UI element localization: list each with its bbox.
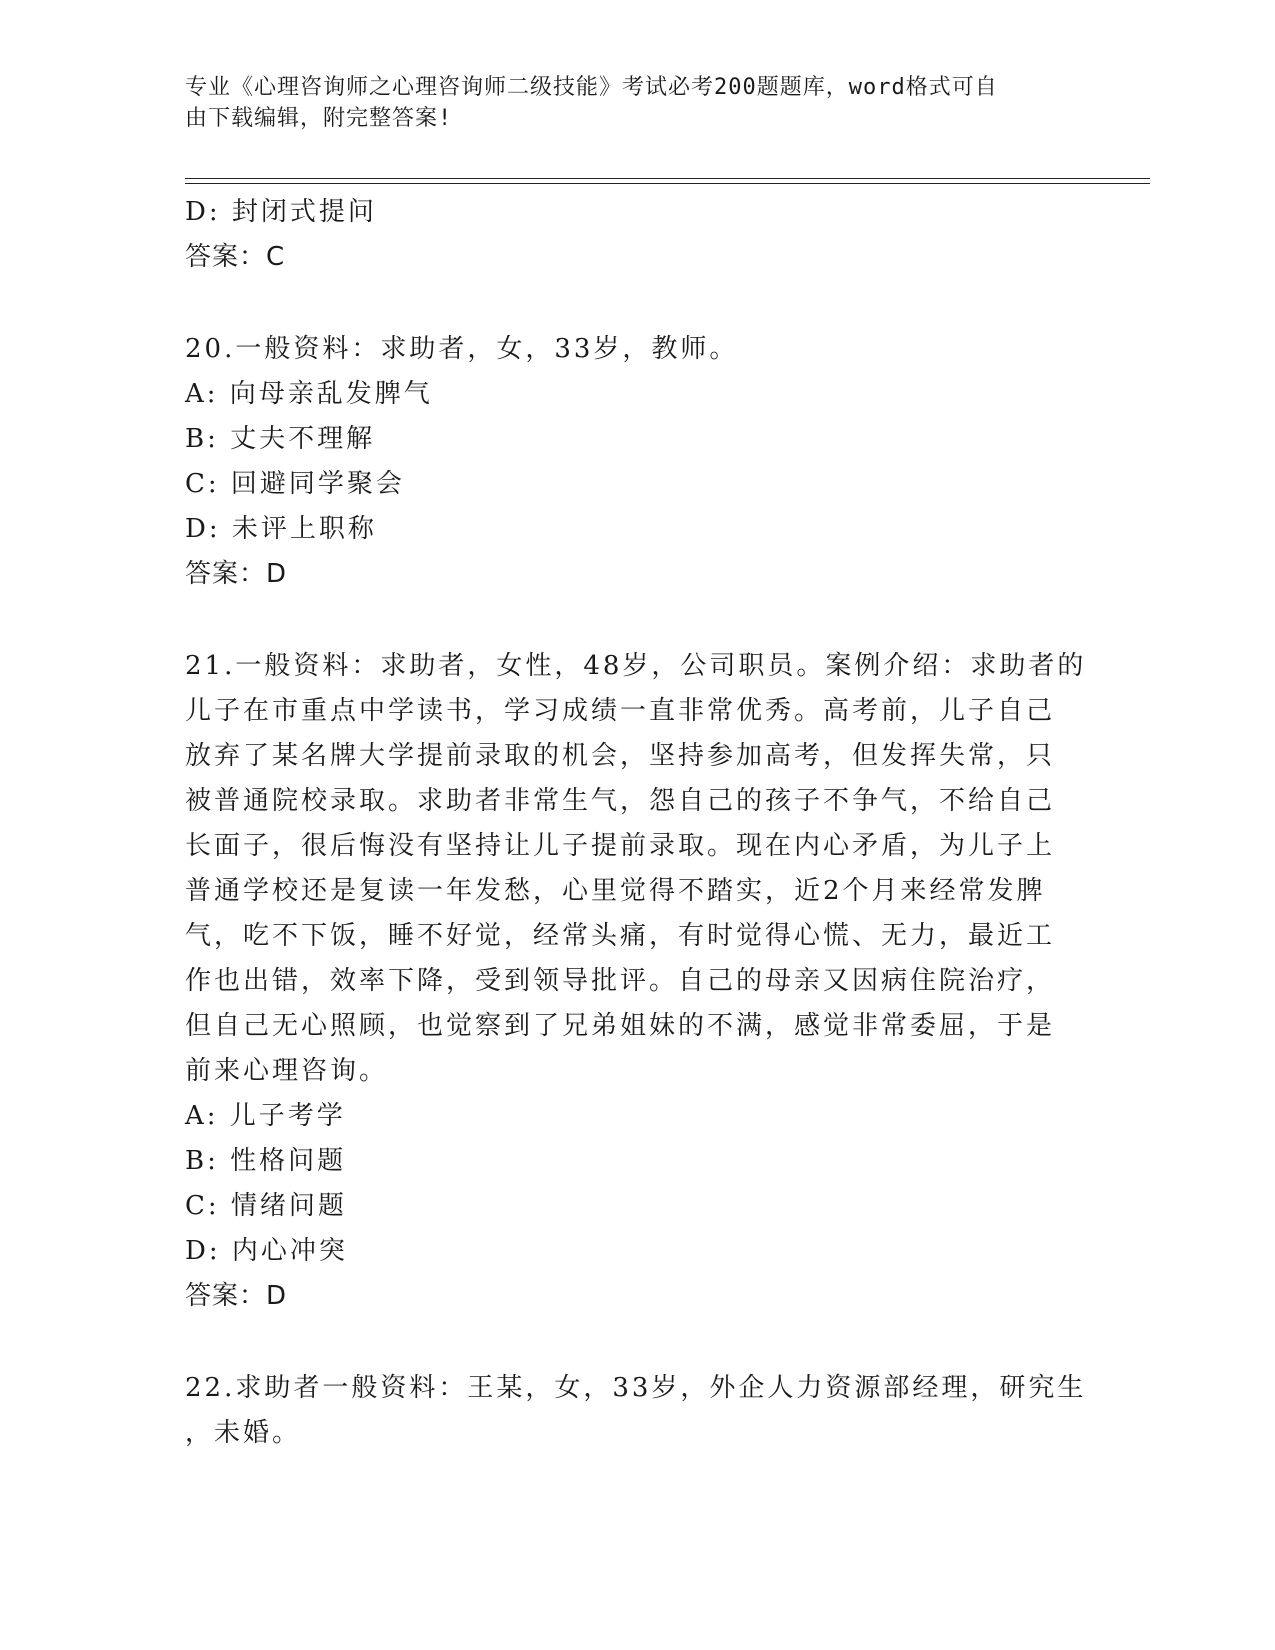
question-stem-line: 气，吃不下饭，睡不好觉，经常头痛，有时觉得心慌、无力，最近工 <box>185 921 1056 951</box>
document-body <box>185 190 1087 1456</box>
question-stem-line: 22.求助者一般资料：王某，女，33岁，外企人力资源部经理，研究生 <box>185 1373 1087 1403</box>
option-a: A: 向母亲乱发脾气 <box>185 379 433 409</box>
question-19-tail <box>185 190 1065 280</box>
question-stem-line: 普通学校还是复读一年发愁，心里觉得不踏实，近2个月来经常发脾 <box>185 876 1046 906</box>
option-d: D: 内心冲突 <box>185 1236 348 1266</box>
question-stem-line: 放弃了某名牌大学提前录取的机会，坚持参加高考，但发挥失常，只 <box>185 741 1056 771</box>
question-stem-line: 但自己无心照顾，也觉察到了兄弟姐妹的不满，感觉非常委屈，于是 <box>185 1011 1056 1041</box>
header-divider-top <box>185 178 1150 179</box>
question-stem: 20.一般资料：求助者，女，33岁，教师。 <box>185 334 739 364</box>
spacer <box>185 597 1065 644</box>
option-d: D: 未评上职称 <box>185 514 377 544</box>
answer-line: 答案：D <box>185 1281 288 1311</box>
document-header <box>185 72 1065 134</box>
option-b: B: 性格问题 <box>185 1146 347 1176</box>
question-stem-line: ，未婚。 <box>185 1418 302 1448</box>
option-a: A: 儿子考学 <box>185 1101 346 1131</box>
question-stem-line: 被普通院校录取。求助者非常生气，怨自己的孩子不争气，不给自己 <box>185 786 1056 816</box>
header-divider-bottom <box>185 183 1150 184</box>
spacer <box>185 1319 1065 1366</box>
question-22 <box>185 1366 1087 1456</box>
header-line-2: 由下载编辑，附完整答案! <box>185 106 453 131</box>
answer-line: 答案：D <box>185 559 288 589</box>
option-c: C: 回避同学聚会 <box>185 469 405 499</box>
question-stem-line: 前来心理咨询。 <box>185 1056 389 1086</box>
option-c: C: 情绪问题 <box>185 1191 347 1221</box>
spacer <box>185 280 1065 327</box>
question-stem-line: 长面子，很后悔没有坚持让儿子提前录取。现在内心矛盾，为儿子上 <box>185 831 1056 861</box>
question-stem-line: 儿子在市重点中学读书，学习成绩一直非常优秀。高考前，儿子自己 <box>185 696 1056 726</box>
header-line-1: 专业《心理咨询师之心理咨询师二级技能》考试必考200题题库，word格式可自 <box>185 75 998 100</box>
question-21 <box>185 644 1087 1319</box>
question-stem-line: 21.一般资料：求助者，女性，48岁，公司职员。案例介绍：求助者的 <box>185 651 1087 681</box>
question-stem-line: 作也出错，效率下降，受到领导批评。自己的母亲又因病住院治疗， <box>185 966 1056 996</box>
option-b: B: 丈夫不理解 <box>185 424 376 454</box>
answer-line: 答案：C <box>185 242 286 272</box>
question-20 <box>185 327 1065 597</box>
option-d: D: 封闭式提问 <box>185 197 377 227</box>
